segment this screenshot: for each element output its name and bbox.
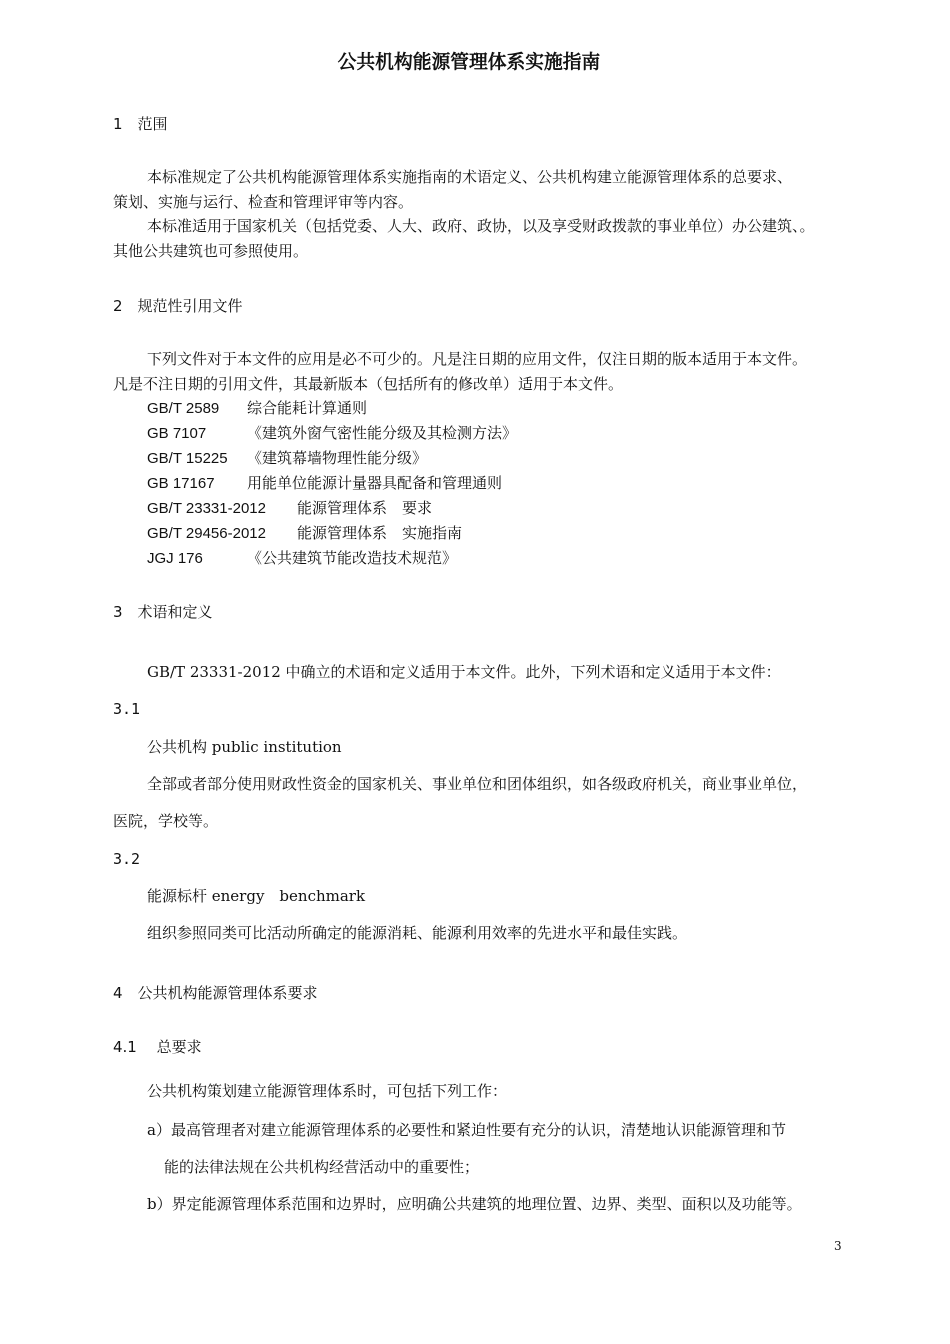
section-4-heading: 4 公共机构能源管理体系要求 xyxy=(113,984,318,1002)
reference-title: 用能单位能源计量器具配备和管理通则 xyxy=(247,474,503,492)
document-title: 公共机构能源管理体系实施指南 xyxy=(337,51,601,73)
reference-code: GB/T 2589 xyxy=(147,400,220,417)
term-3-2-definition: 组织参照同类可比活动所确定的能源消耗、能源利用效率的先进水平和最佳实践。 xyxy=(147,924,688,942)
reference-title: 能源管理体系 要求 xyxy=(297,499,433,517)
section-1-paragraph-1-line-2: 策划、实施与运行、检查和管理评审等内容。 xyxy=(113,193,414,211)
reference-title: 《建筑外窗气密性能分级及其检测方法》 xyxy=(247,424,518,442)
term-3-1-definition-line-2: 医院，学校等。 xyxy=(113,812,219,830)
section-4-1-intro: 公共机构策划建立能源管理体系时，可包括下列工作： xyxy=(147,1082,508,1100)
reference-title: 综合能耗计算通则 xyxy=(247,399,368,417)
reference-code: GB 17167 xyxy=(147,475,215,492)
list-item-a-line-1: a）最高管理者对建立能源管理体系的必要性和紧迫性要有充分的认识，清楚地认识能源管理和节 xyxy=(147,1121,786,1139)
term-3-1-number: 3.1 xyxy=(113,700,141,718)
reference-title: 《公共建筑节能改造技术规范》 xyxy=(247,549,458,567)
reference-code: GB 7107 xyxy=(147,425,207,442)
list-item-a-line-2: 能的法律法规在公共机构经营活动中的重要性； xyxy=(164,1158,480,1176)
reference-code: JGJ 176 xyxy=(147,550,203,567)
reference-code: GB/T 29456-2012 xyxy=(147,525,266,542)
section-1-heading: 1 范围 xyxy=(113,115,168,133)
section-2-intro-line-1: 下列文件对于本文件的应用是必不可少的。凡是注日期的应用文件，仅注日期的版本适用于本文件。 xyxy=(147,350,808,368)
section-1-paragraph-2-line-2: 其他公共建筑也可参照使用。 xyxy=(113,242,309,260)
page-number: 3 xyxy=(834,1239,842,1253)
reference-code: GB/T 15225 xyxy=(147,450,228,467)
reference-item xyxy=(147,473,502,494)
reference-item xyxy=(147,423,517,444)
section-3-intro: GB/T 23331-2012 中确立的术语和定义适用于本文件。此外，下列术语和定义适用于本文件： xyxy=(147,663,781,681)
section-1-paragraph-1-line-1: 本标准规定了公共机构能源管理体系实施指南的术语定义、公共机构建立能源管理体系的总要求、 xyxy=(147,168,793,186)
section-2-heading: 2 规范性引用文件 xyxy=(113,297,243,315)
section-4-1-heading: 4.1 总要求 xyxy=(113,1038,202,1056)
reference-item xyxy=(147,498,432,519)
reference-item xyxy=(147,548,457,569)
term-3-2-number: 3.2 xyxy=(113,850,141,868)
reference-title: 《建筑幕墙物理性能分级》 xyxy=(247,449,428,467)
term-3-1-name: 公共机构 public institution xyxy=(147,738,342,756)
section-1-paragraph-2-line-1: 本标准适用于国家机关（包括党委、人大、政府、政协，以及享受财政拨款的事业单位）办公建筑、。 xyxy=(147,217,815,235)
reference-item xyxy=(147,523,462,544)
reference-code: GB/T 23331-2012 xyxy=(147,500,266,517)
section-2-intro-line-2: 凡是不注日期的引用文件，其最新版本（包括所有的修改单）适用于本文件。 xyxy=(113,375,624,393)
reference-title: 能源管理体系 实施指南 xyxy=(297,524,463,542)
reference-item xyxy=(147,448,427,469)
list-item-b: b）界定能源管理体系范围和边界时，应明确公共建筑的地理位置、边界、类型、面积以及功能等。 xyxy=(147,1195,802,1213)
term-3-2-name: 能源标杆 energy benchmark xyxy=(147,887,366,905)
term-3-1-definition-line-1: 全部或者部分使用财政性资金的国家机关、事业单位和团体组织，如各级政府机关，商业事业单位， xyxy=(147,775,808,793)
reference-item xyxy=(147,398,367,419)
section-3-heading: 3 术语和定义 xyxy=(113,603,213,621)
